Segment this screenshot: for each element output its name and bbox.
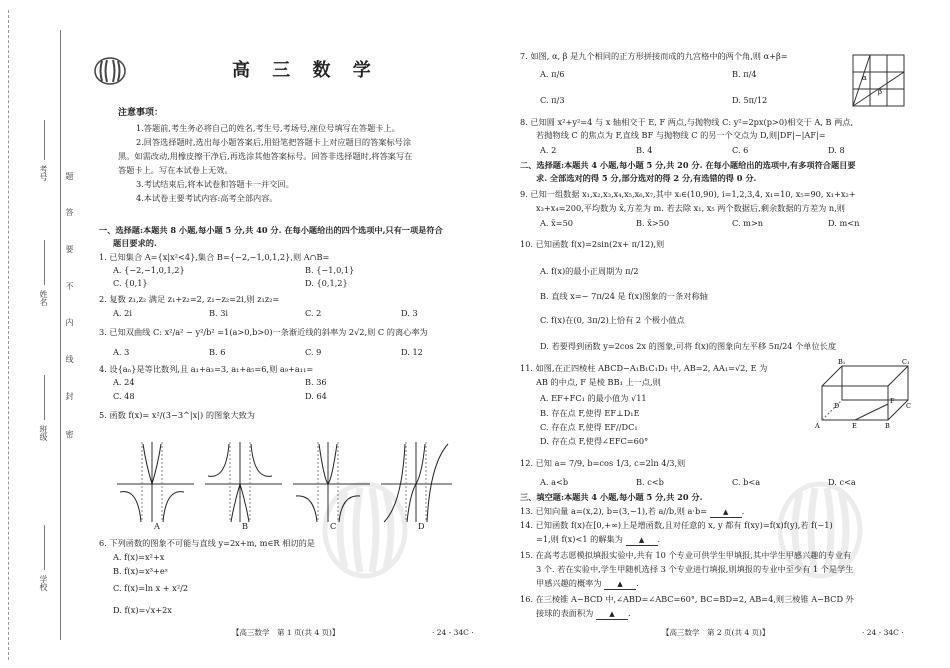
q4-stem: 4. 设{aₙ}是等比数列,且 a₁+a₃=3, a₁+a₅=6,则 a₉+a₁₁=: [99, 364, 314, 374]
q5-label-b: B: [242, 521, 249, 531]
q12-option-c: C. b<a: [732, 477, 761, 487]
beta-label: β: [878, 88, 883, 96]
q9-option-d: D. m<n: [828, 218, 860, 228]
q11-prism-figure: [812, 356, 912, 432]
q15-stem-cont: 3 个. 若在实验中,学生甲随机选择 3 个专业进行填报,则填报的专业中至少有 1 个是学生: [536, 564, 854, 574]
q7-stem: 7. 如图, α, β 是九个相同的正方形拼接而成的九宫格中的两个角,则 α+β=: [520, 51, 788, 61]
q5-stem: 5. 函数 f(x)= x²/(3−3^|x|) 的图象大致为: [99, 410, 255, 420]
q3-option-d: D. 12: [401, 347, 423, 357]
q10-option-d: D. 若要得到函数 y=2cos 2x 的图象,可将 f(x)的图象向左平移 5π/24 个单位长度: [540, 341, 837, 351]
note-1: 1.答题前,考生务必将自己的姓名,考生号,考场号,座位号填写在答题卡上。: [136, 123, 400, 133]
seal-char-6: 要: [65, 245, 74, 253]
q7-option-a: A. π/6: [540, 69, 565, 79]
q11-stem: 11. 如图,在正四棱柱 ABCD−A₁B₁C₁D₁ 中, AB=2, AA₁=√2, E 为: [520, 363, 768, 373]
footer-left-code: · 24 - 34C ·: [432, 628, 474, 637]
cube-a: A: [815, 422, 820, 430]
q14-text-cont: [536, 534, 660, 546]
cube-b1: B₁: [838, 358, 846, 366]
q15-stem-end: 甲感兴趣的概率为: [536, 578, 602, 588]
cube-c1: C₁: [902, 358, 910, 366]
q11-option-d: D. 存在点 F,使得∠EFC=60°: [540, 436, 649, 446]
seal-line: [60, 30, 61, 640]
q14-stem: 14. 已知函数 f(x)在[0,+∞)上是增函数,且对任意的 x, y 都有 f(xy)=f(x)f(y),若 f(−1): [520, 520, 833, 530]
banji-line: [44, 375, 45, 420]
q9-option-b: B. x̄>50: [636, 218, 670, 228]
q9-option-a: A. x̄=50: [540, 218, 574, 228]
q4-option-a: A. 24: [113, 377, 135, 387]
q15-blank: ▲: [604, 580, 636, 590]
q9-stem: 9. 已知一组数据 x₁,x₂,x₃,x₄,x₅,x₆,x₇,其中 xᵢ∈(10,90), i=1,2,3,4, x₁=10, x₅=90, x₁+x₂+: [520, 189, 856, 199]
label-banji: 班级: [39, 425, 48, 441]
q10-option-b: B. 直线 x=− 7π/24 是 f(x)图象的一条对称轴: [540, 291, 708, 301]
q10-option-c: C. f(x)在(0, 3π/2)上恰有 2 个极小值点: [540, 315, 685, 325]
q15-end: .: [636, 578, 639, 588]
q13-stem: 13. 已知向量 a=(x,2), b=(3,−1),若 a//b,则 a·b=: [520, 506, 708, 516]
note-3: 3.考试结束后,将本试卷和答题卡一并交回。: [136, 179, 294, 189]
q8-stem-cont: 若抛物线 C 的焦点为 F,直线 BF 与抛物线 C 的另一个交点为 D,则|DF|−|AF|=: [536, 130, 826, 140]
q4-option-c: C. 48: [113, 391, 135, 401]
q6-option-c: C. f(x)=ln x + x²/2: [113, 583, 189, 593]
q12-option-a: A. a<b: [540, 477, 569, 487]
q8-option-b: B. 4: [636, 145, 653, 155]
graph-b: [205, 442, 282, 522]
kaohao-line: [44, 120, 45, 160]
q6-option-b: B. f(x)=x³+eˣ: [113, 566, 169, 576]
q2-option-c: C. 2: [305, 308, 322, 318]
q8-option-a: A. 2: [540, 145, 557, 155]
publisher-logo-icon: [93, 56, 127, 86]
binding-dash-line: [8, 10, 9, 660]
q4-option-d: D. 64: [305, 391, 327, 401]
note-4: 4.本试卷主要考试内容:高考全部内容。: [136, 193, 278, 203]
footer-right-code: · 24 - 34C ·: [862, 628, 904, 637]
q2-option-b: B. 3i: [209, 308, 229, 318]
cube-b: B: [885, 422, 890, 430]
q2-option-d: D. 3: [401, 308, 418, 318]
seal-char-3: 线: [65, 355, 74, 363]
note-2-cont: 黑。如需改动,用橡皮擦干净后,再选涂其他答案标号。回答非选择题时,将答案写在: [118, 151, 413, 161]
q12-stem: 12. 已知 a= 7/9, b=cos 1/3, c=2ln 4/3,则: [520, 458, 686, 468]
q12-option-d: D. c<a: [828, 477, 856, 487]
notes-heading: 注意事项：: [118, 108, 164, 118]
graph-a: [117, 442, 194, 522]
q16-stem: 16. 在三棱锥 A−BCD 中,∠ABD=∠ABC=60°, BC=BD=2, AB=4,则三棱锥 A−BCD 外: [520, 594, 854, 604]
q2-option-a: A. 2i: [113, 308, 132, 318]
q11-option-a: A. EF+FC₁ 的最小值为 √11: [540, 393, 647, 403]
q3-stem: 3. 已知双曲线 C: x²/a² − y²/b² =1(a>0,b>0)一条渐近线的斜率为 2√2,则 C 的离心率为: [99, 327, 428, 337]
q10-stem: 10. 已知函数 f(x)=2sin(2x+ π/12),则: [520, 239, 665, 249]
q11-option-c: C. 存在点 F,使得 EF//DC₁: [540, 422, 638, 432]
q9-stem-cont: x₃+x₄=200,平均数为 x̄,方差为 m. 若去除 x₁, x₅ 两个数据后,剩余数据的方差为 n,则: [536, 203, 845, 213]
q1-option-b: B. {−1,0,1}: [305, 265, 355, 275]
q16-text-cont: [536, 608, 631, 620]
q5-label-d: D: [418, 521, 425, 531]
section1-heading-cont: 题目要求的.: [113, 238, 157, 248]
q12-option-b: B. c<b: [636, 477, 664, 487]
q15-text-end: [536, 578, 639, 590]
q3-option-b: B. 6: [209, 347, 226, 357]
q8-option-d: D. 8: [828, 145, 845, 155]
q8-option-c: C. 6: [732, 145, 749, 155]
q13-blank: ▲: [710, 508, 742, 518]
page-title: 高 三 数 学: [232, 60, 379, 81]
seal-char-5: 不: [65, 282, 74, 290]
xuexiao-line: [44, 525, 45, 570]
q14-blank: ▲: [626, 536, 658, 546]
seal-char-1: 密: [65, 430, 74, 438]
section2-heading: 二、选择题:本题共 4 小题,每小题 5 分,共 20 分. 在每小题给出的选项中,有多项符合题目要: [520, 160, 856, 170]
q14-end: .: [657, 534, 661, 544]
section1-heading: 一、选择题:本题共 8 小题,每小题 5 分,共 40 分. 在每小题给出的四个选项中,只有一项是符合: [99, 225, 443, 235]
q4-option-b: B. 36: [305, 377, 327, 387]
label-kaohao: 考号: [39, 165, 48, 181]
seal-char-8: 题: [65, 172, 74, 180]
q3-option-c: C. 9: [305, 347, 322, 357]
cube-d: D: [834, 402, 840, 410]
q7-option-d: D. 5π/12: [732, 95, 768, 105]
q6-option-d: D. f(x)=√x+2x: [113, 605, 172, 615]
note-2: 2.回答选择题时,选出每小题答案后,用铅笔把答题卡上对应题目的答案标号涂: [136, 137, 412, 147]
q5-label-c: C: [330, 521, 337, 531]
seal-char-4: 内: [65, 318, 74, 326]
q16-end: .: [627, 608, 631, 618]
q9-option-c: C. m>n: [732, 218, 764, 228]
q6-stem: 6. 下列函数的图象不可能与直线 y=2x+m, m∈R 相切的是: [99, 538, 315, 548]
q3-option-a: A. 3: [113, 347, 130, 357]
footer-left-label: 【高三数学 第 1 页(共 4 页)】: [232, 628, 340, 637]
q13-end: .: [741, 506, 745, 516]
q7-option-b: B. π/4: [732, 69, 757, 79]
q1-stem: 1. 已知集合 A={x|x²<4},集合 B={−2,−1,0,1,2},则 A∩B=: [99, 252, 330, 262]
label-xingming: 姓名: [39, 290, 48, 306]
alpha-label: α: [862, 74, 867, 82]
cube-c: C: [906, 402, 911, 410]
q15-stem: 15. 在高考志愿模拟填报实验中,共有 10 个专业可供学生甲填报,其中学生甲感兴趣的专业有: [520, 550, 852, 560]
q14-stem-cont: =1,则 f(x)<1 的解集为: [536, 534, 623, 544]
q10-option-a: A. f(x)的最小正周期为 π/2: [540, 266, 639, 276]
watermark-right-icon: [775, 480, 865, 580]
section2-heading-cont: 求. 全部选对的得 5 分,部分选对的得 2 分,有选错的得 0 分.: [536, 173, 757, 183]
q5-label-a: A: [154, 521, 160, 531]
q13-text: [520, 506, 744, 518]
q11-stem-cont: AB 的中点, F 是棱 BB₁ 上一点,则: [536, 377, 661, 387]
q6-option-a: A. f(x)=x²+x: [113, 552, 165, 562]
xingming-line: [44, 240, 45, 285]
q7-grid-figure: [848, 50, 908, 112]
seal-char-7: 答: [65, 208, 74, 216]
q2-stem: 2. 复数 z₁,z₂ 满足 z₁+z₂=2, z₁−z₂=2i,则 z₁z₂=: [99, 294, 280, 304]
q16-stem-cont: 接球的表面积为: [536, 608, 594, 618]
q7-option-c: C. π/3: [540, 95, 565, 105]
q1-option-d: D. {0,1,2}: [305, 278, 348, 288]
label-xuexiao: 学校: [39, 575, 48, 591]
cube-f: F: [890, 397, 895, 405]
section3-heading: 三、填空题:本题共 4 小题,每小题 5 分,共 20 分.: [520, 492, 703, 502]
cube-e: E: [852, 422, 857, 430]
q8-stem: 8. 已知圆 x²+y²=4 与 x 轴相交于 E, F 两点,与抛物线 C: y²=2px(p>0)相交于 A, B 两点,: [520, 117, 854, 127]
watermark-left-icon: [320, 480, 410, 580]
q11-option-b: B. 存在点 F,使得 EF⊥D₁E: [540, 408, 640, 418]
q1-option-c: C. {0,1}: [113, 278, 148, 288]
q1-option-a: A. {−2,−1,0,1,2}: [113, 265, 185, 275]
note-2-end: 答题卡上。写在本试卷上无效。: [118, 165, 233, 175]
seal-char-2: 封: [65, 392, 74, 400]
q16-blank: ▲: [596, 610, 628, 620]
footer-right-label: 【高三数学 第 2 页(共 4 页)】: [662, 628, 770, 637]
